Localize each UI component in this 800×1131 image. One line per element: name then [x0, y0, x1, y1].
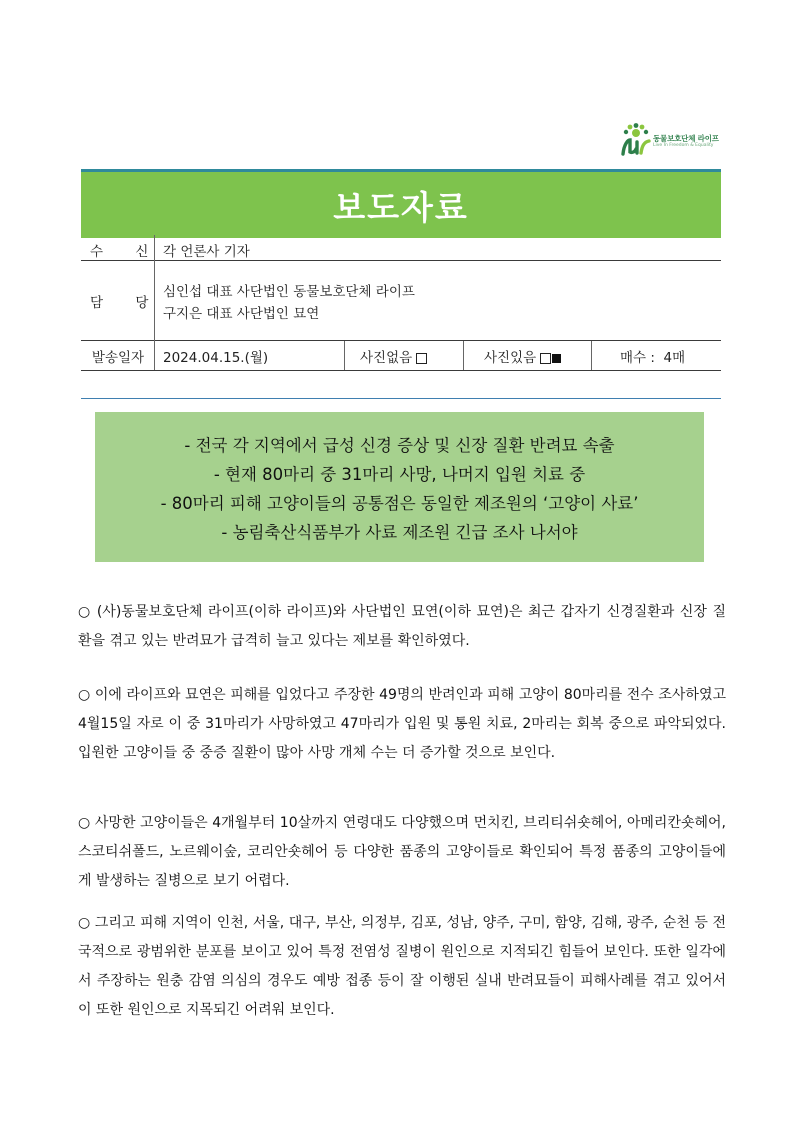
photo-label: 사진있음 [484, 350, 537, 366]
body-paragraph: ○ 사망한 고양이들은 4개월부터 10살까지 연령대도 다양했으며 먼치킨, 브리티쉬숏헤어, 아메리칸숏헤어, 스코티쉬폴드, 노르웨이숲, 코리안숏헤어 등 다양한 품종의 고양이들로 확인되어 특정 품종의 고양이들에게 발생하는 질병으로 보기 어렵다. [78, 815, 726, 889]
paw-logo-icon [620, 122, 652, 158]
no-photo-label: 사진없음 [360, 350, 413, 366]
logo-tagline: Live In Freedom & Equality [653, 143, 714, 148]
photo-checked-mark-icon [552, 354, 561, 363]
summary-box [95, 412, 704, 562]
recipient-value: 각 언론사 기자 [163, 244, 250, 260]
date-label: 발송일자 [91, 350, 145, 366]
title-banner [81, 169, 721, 238]
photo-checkbox[interactable] [540, 353, 551, 364]
no-photo-checkbox[interactable] [416, 353, 427, 364]
page-count-value: 4매 [663, 350, 686, 366]
contact-label: 담 당 [90, 295, 163, 311]
header-column-divider [344, 341, 345, 370]
header-bottom-rule [81, 398, 721, 399]
body-paragraph: ○ 그리고 피해 지역이 인천, 서울, 대구, 부산, 의정부, 김포, 성남, 양주, 구미, 함양, 김해, 광주, 순천 등 전국적으로 광범위한 분포를 보이고 있어 특정 전염성 질병이 원인으로 지적되긴 힘들어 보인다. 또한 일각에서 주장하는 원충 감염 의심의 경우도 예방 접종 등이 잘 이행된 실내 반려묘들이 피해사례를 겪고 있어서 이 또한 원인으로 지목되긴 어려워 보인다. [78, 915, 726, 1018]
header-column-divider [591, 341, 592, 370]
organization-logo [620, 122, 730, 160]
header-divider [81, 260, 721, 261]
contact-line-2: 구지은 대표 사단법인 묘연 [163, 306, 320, 322]
page-count-label: 매수 : [620, 350, 655, 366]
body-paragraph: ○ 이에 라이프와 묘연은 피해를 입었다고 주장한 49명의 반려인과 피해 고양이 80마리를 전수 조사하였고 4월15일 자로 이 중 31마리가 사망하였고 47마리가 입원 및 통원 치료, 2마리는 회복 중으로 파악되었다. 입원한 고양이들 중 중증 질환이 많아 사망 개체 수는 더 증가할 것으로 보인다. [78, 687, 726, 761]
page-count-field [620, 346, 685, 366]
body-paragraph: ○ (사)동물보호단체 라이프(이하 라이프)와 사단법인 묘연(이하 묘연)은 최근 갑자기 신경질환과 신장 질환을 겪고 있는 반려묘가 급격히 늘고 있다는 제보를 확인하였다. [78, 604, 726, 649]
header-column-divider [463, 341, 464, 370]
header-divider [81, 340, 721, 341]
logo-name: 동물보호단체 라이프 [653, 134, 719, 143]
no-photo-field [360, 346, 427, 366]
summary-line: - 현재 80마리 중 31마리 사망, 나머지 입원 치료 중 [213, 465, 586, 484]
page-title: 보도자료 [333, 187, 469, 227]
header-divider [81, 370, 721, 371]
photo-field [484, 346, 561, 366]
summary-line: - 농림축산식품부가 사료 제조원 긴급 조사 나서야 [221, 523, 578, 542]
recipient-label: 수 신 [90, 244, 163, 260]
summary-line: - 80마리 피해 고양이들의 공통점은 동일한 제조원의 ‘고양이 사료’ [160, 494, 639, 513]
summary-line: - 전국 각 지역에서 급성 신경 증상 및 신장 질환 반려묘 속출 [184, 436, 615, 455]
contact-line-1: 심인섭 대표 사단법인 동물보호단체 라이프 [163, 284, 415, 300]
date-value: 2024.04.15.(월) [163, 350, 269, 366]
